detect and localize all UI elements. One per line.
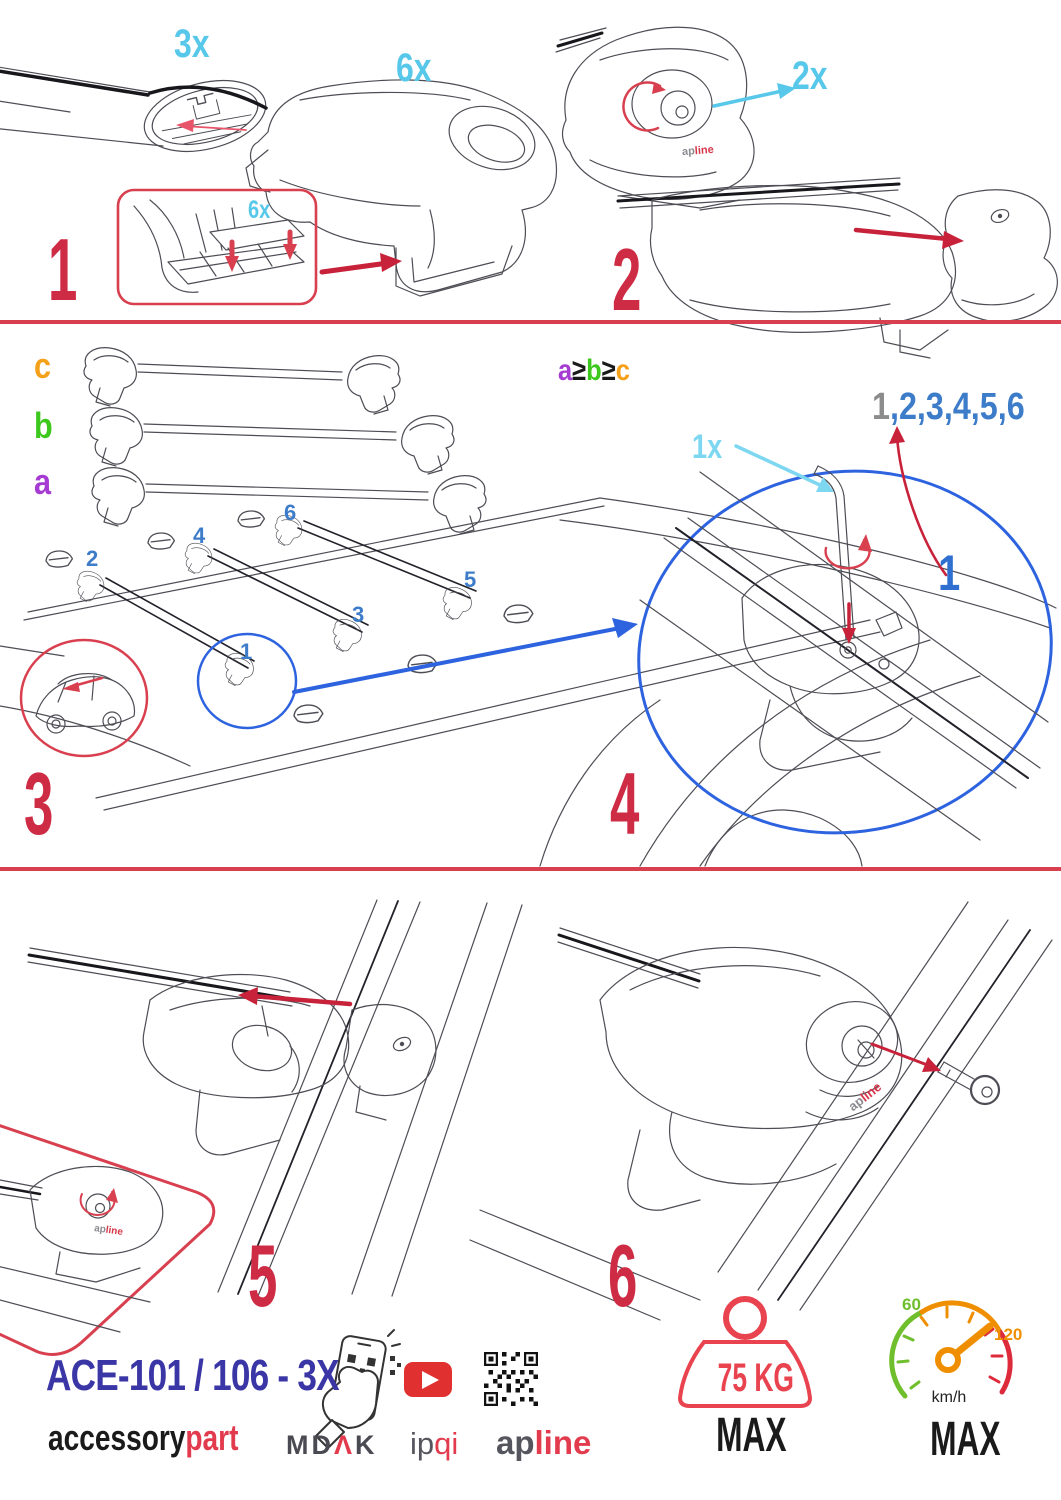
foot-detail-icon [742,564,919,770]
cap-insert-arrow [856,230,964,249]
divider-bottom [0,867,1061,871]
max-weight-value: 75 KG [717,1356,794,1400]
bar-size-b-icon [90,408,454,474]
qr-code [484,1352,538,1406]
foot-lock-icon [556,27,754,208]
endcap-icon-step5 [344,1005,436,1120]
step-2-number: 2 [612,230,641,329]
step-6-number: 6 [608,1226,637,1325]
roof-position-1: 1 [240,639,253,664]
step-5-number: 5 [248,1226,277,1325]
apline-brand-mark: apline [93,1223,124,1238]
car-direction-inset [21,640,147,756]
bar-size-c-icon [84,348,400,414]
apline-brand-mark: apline [845,1079,885,1114]
roof-position-2: 2 [86,546,99,571]
product-model-label: ACE-101 / 106 - 3X [46,1351,339,1400]
youtube-icon [404,1362,452,1397]
detail-magnifier-ellipse [610,439,1061,865]
roof-mounting-scene [0,498,1056,866]
bar-size-b-label: b [34,405,53,446]
key-to-lock-arrow [872,1044,941,1072]
bar-size-c-label: c [34,345,52,386]
speed-high-tick-label: 120 [994,1325,1023,1344]
key-icon [938,1062,999,1104]
speed-low-tick-label: 60 [902,1295,921,1314]
lock-qty-arrow [714,83,796,106]
roof-position-5: 5 [464,567,477,592]
step4-illustration [610,426,1061,865]
bar-size-a-label: a [34,461,52,502]
foot-lock-icon-step6 [470,947,907,1325]
apline-brand-mark: apline [681,143,715,159]
divider-top [0,320,1061,324]
pad-inset-box [118,190,316,304]
mdak-logo: MDΛK [286,1430,378,1460]
step1-illustration [0,66,556,304]
tighten-sequence-label: 1,2,3,4,5,6 [872,386,1025,428]
pad-quantity-label: 6x [248,196,271,224]
step6-illustration [470,902,1052,1325]
roof-position-6: 6 [284,500,297,525]
size-rule-label: a≥b≥c [558,354,630,387]
ipqi-logo: ipqi [410,1426,459,1461]
speedometer-icon [892,1303,1010,1396]
step-1-number: 1 [48,220,77,319]
roof-position-4: 4 [193,523,206,548]
tighten-first-callout: 1 [938,545,961,601]
foot-quantity-label: 6x [396,46,432,90]
speed-unit-label: km/h [931,1389,967,1406]
bar-quantity-label: 3x [174,22,210,66]
key-qty-arrow [736,446,834,492]
crossbar-icon [0,66,273,163]
step-4-number: 4 [610,754,639,853]
accessorypart-logo: accessorypart [48,1417,239,1458]
pad-to-foot-arrow [322,253,402,272]
insert-bar-arrow [176,119,246,132]
apline-logo: apline [496,1424,592,1461]
roof-position-3: 3 [352,602,365,627]
max-speed-label: MAX [930,1413,1001,1466]
max-weight-label: MAX [716,1409,787,1462]
step-3-number: 3 [24,754,53,853]
key-quantity-label: 1x [692,428,723,466]
lock-quantity-label: 2x [792,54,828,98]
